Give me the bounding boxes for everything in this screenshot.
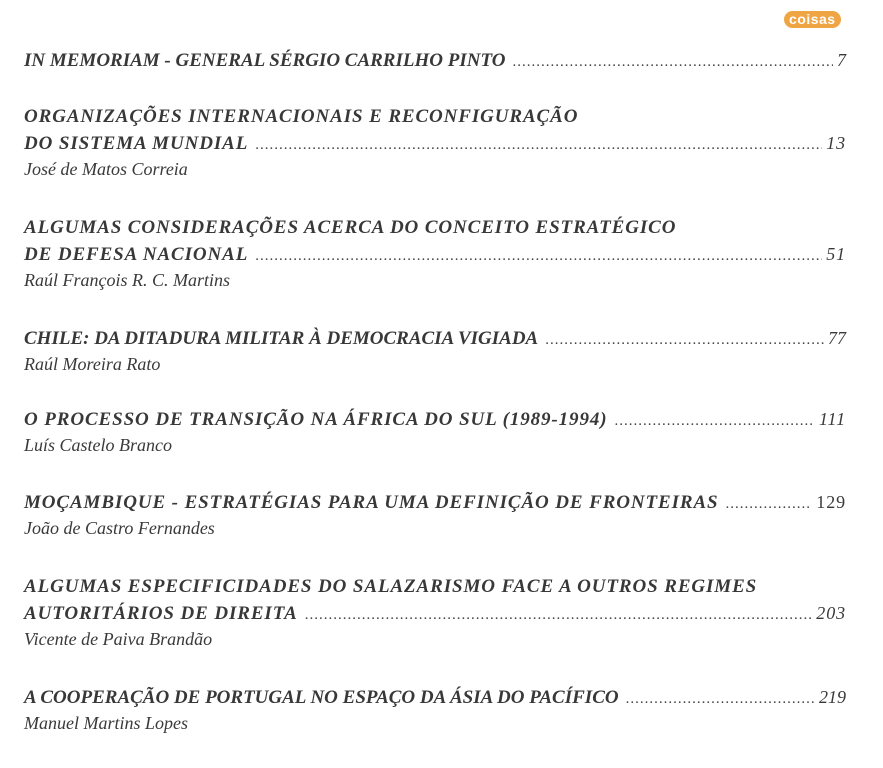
toc-author: Raúl Moreira Rato [24, 354, 161, 374]
toc-entry-chile [24, 325, 846, 376]
toc-author: João de Castro Fernandes [24, 518, 215, 538]
toc-title: DE DEFESA NACIONAL [24, 244, 249, 265]
toc-title: DO SISTEMA MUNDIAL [24, 133, 249, 154]
toc-title: CHILE: DA DITADURA MILITAR À DEMOCRACIA VIGIADA [24, 328, 539, 349]
dot-leader [626, 686, 815, 713]
toc-author: Raúl François R. C. Martins [24, 270, 230, 290]
toc-page-number: 77 [828, 328, 846, 348]
dot-leader [512, 49, 833, 76]
toc-author: José de Matos Correia [24, 159, 188, 179]
toc-title-line: ALGUMAS CONSIDERAÇÕES ACERCA DO CONCEITO ESTRATÉGICO [24, 217, 677, 238]
toc-page-number: 129 [816, 492, 846, 512]
toc-title-line [24, 600, 846, 627]
toc-page-number: 111 [818, 409, 846, 429]
toc-page-number: 7 [837, 50, 846, 70]
toc-entry-mocambique [24, 489, 846, 540]
toc-author: Vicente de Paiva Brandão [24, 629, 213, 649]
toc-page-number: 203 [816, 603, 846, 623]
watermark-logo: coisas [784, 11, 841, 28]
toc-title: O PROCESSO DE TRANSIÇÃO NA ÁFRICA DO SUL (1989-1994) [24, 409, 608, 430]
toc-page-number: 13 [826, 133, 846, 153]
toc-title-line [24, 47, 846, 74]
toc-page-number: 51 [826, 244, 846, 264]
toc-title-line [24, 406, 846, 433]
toc-title-line: ALGUMAS ESPECIFICIDADES DO SALAZARISMO FACE A OUTROS REGIMES [24, 576, 758, 597]
toc-page-number: 219 [819, 687, 846, 707]
toc-title: IN MEMORIAM - GENERAL SÉRGIO CARRILHO PINTO [24, 50, 506, 71]
dot-leader [545, 327, 824, 354]
toc-title-line: ORGANIZAÇÕES INTERNACIONAIS E RECONFIGURAÇÃO [24, 106, 579, 127]
toc-title-line [24, 325, 846, 352]
toc-entry-consideracoes [24, 214, 846, 292]
toc-entry-in-memoriam [24, 47, 846, 74]
toc-title-line [24, 684, 846, 711]
toc-title: A COOPERAÇÃO DE PORTUGAL NO ESPAÇO DA ÁSIA DO PACÍFICO [24, 687, 619, 708]
toc-author: Luís Castelo Branco [24, 435, 173, 455]
dot-leader [305, 602, 813, 629]
toc-title-line [24, 489, 846, 516]
toc-author: Manuel Martins Lopes [24, 713, 188, 733]
dot-leader [255, 132, 822, 159]
dot-leader [255, 243, 822, 270]
toc-entry-organizacoes [24, 103, 846, 181]
toc-title: MOÇAMBIQUE - ESTRATÉGIAS PARA UMA DEFINIÇÃO DE FRONTEIRAS [24, 492, 719, 513]
toc-entry-africa-do-sul [24, 406, 846, 457]
toc-title-line [24, 130, 846, 157]
toc-title-line [24, 241, 846, 268]
dot-leader [726, 491, 813, 518]
toc-entry-cooperacao [24, 684, 846, 735]
dot-leader [615, 408, 815, 435]
toc-entry-salazarismo [24, 573, 846, 651]
toc-title: AUTORITÁRIOS DE DIREITA [24, 603, 298, 624]
